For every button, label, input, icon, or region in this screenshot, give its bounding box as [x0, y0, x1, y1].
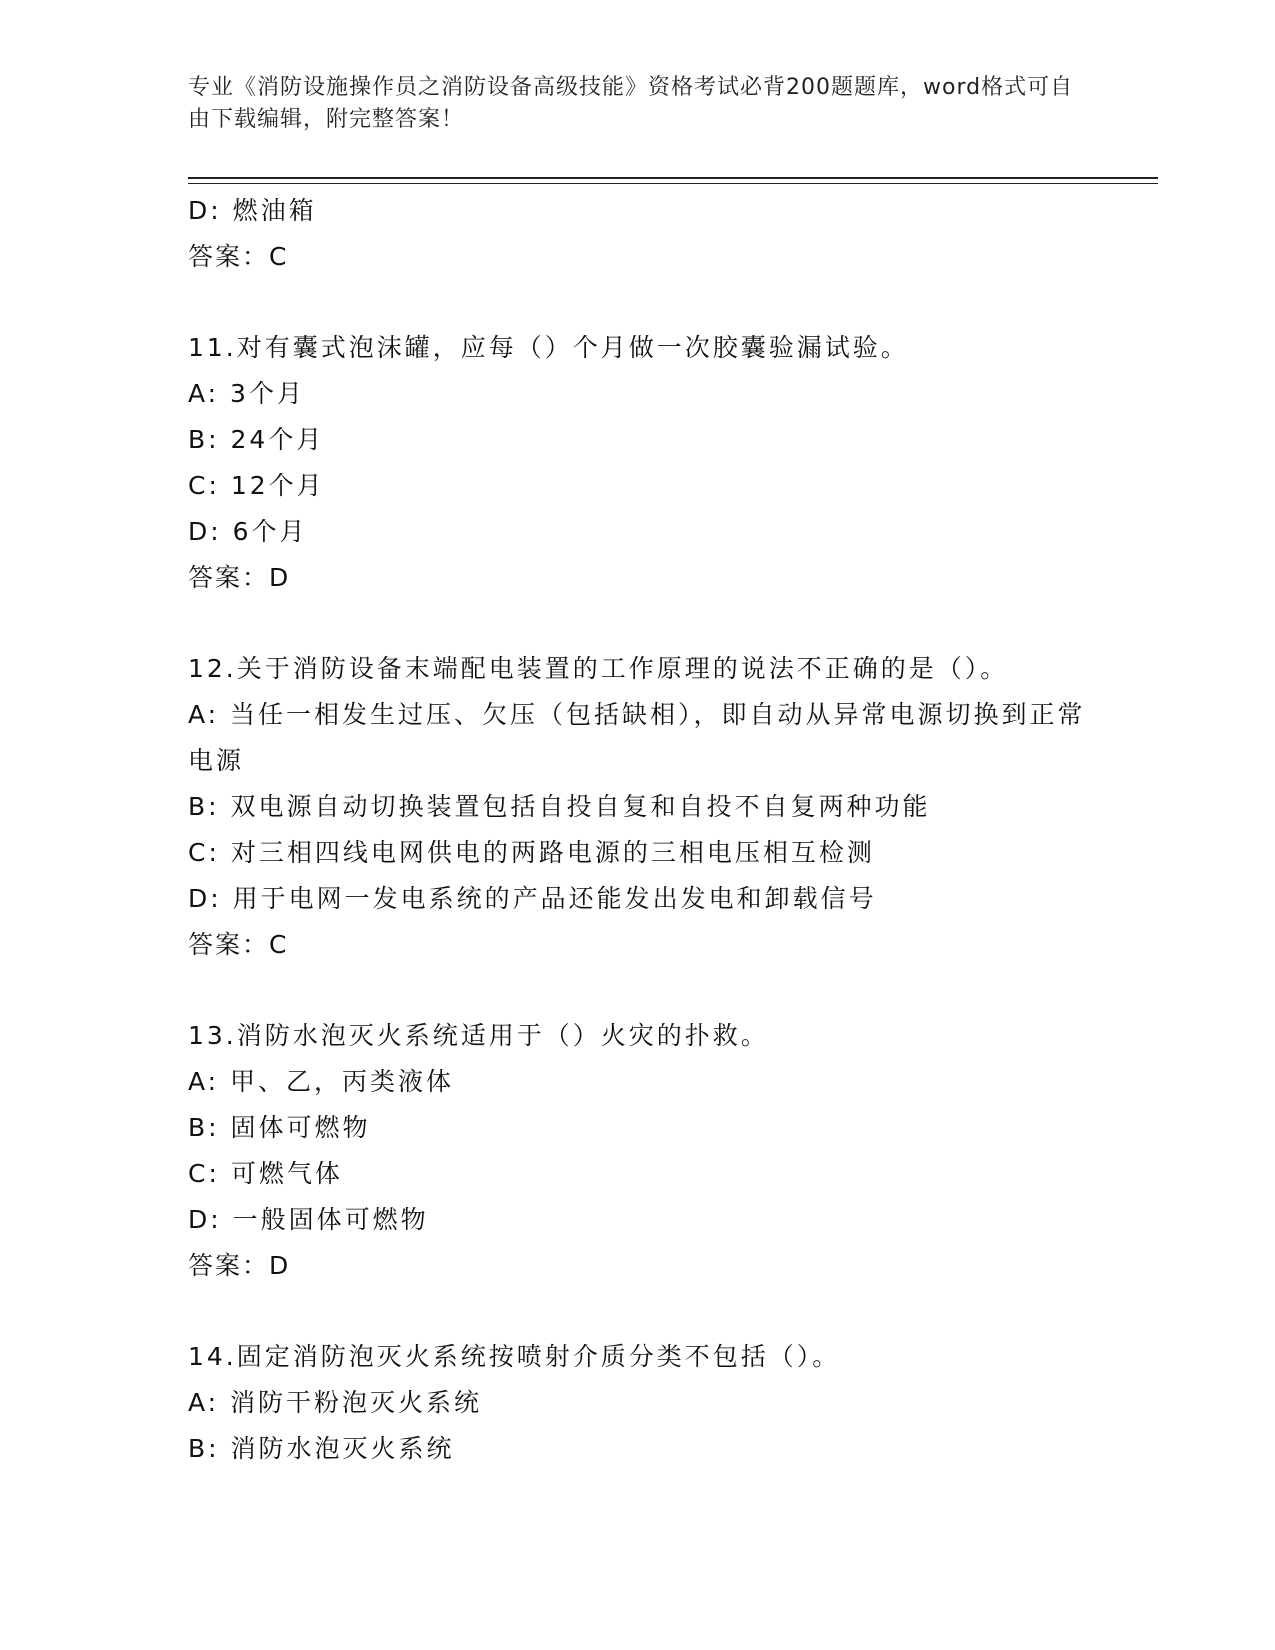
- option-d: D: 燃油箱: [188, 196, 317, 225]
- question-text: 12.关于消防设备末端配电装置的工作原理的说法不正确的是（）。: [188, 654, 1009, 683]
- option-b: B: 固体可燃物: [188, 1113, 371, 1142]
- question-text: 13.消防水泡灭火系统适用于（）火灾的扑救。: [188, 1021, 769, 1050]
- header-rule-thick: [188, 177, 1158, 179]
- header-title: 专业《消防设施操作员之消防设备高级技能》资格考试必背200题题库，word格式可自由下载编辑，附完整答案！: [188, 75, 1074, 132]
- question-13: [188, 1013, 1088, 1289]
- question-text: 11.对有囊式泡沫罐，应每（）个月做一次胶囊验漏试验。: [188, 333, 909, 362]
- option-b: B: 双电源自动切换装置包括自投自复和自投不自复两种功能: [188, 792, 931, 821]
- question-11: [188, 325, 1088, 601]
- answer-line: 答案：C: [188, 242, 289, 271]
- option-c: C: 可燃气体: [188, 1159, 343, 1188]
- option-a: A: 消防干粉泡灭火系统: [188, 1388, 483, 1417]
- option-a: A: 甲、乙，丙类液体: [188, 1067, 455, 1096]
- option-a: A: 3个月: [188, 379, 305, 408]
- option-c: C: 对三相四线电网供电的两路电源的三相电压相互检测: [188, 838, 875, 867]
- answer-line: 答案：D: [188, 1251, 291, 1280]
- answer-line: 答案：C: [188, 930, 289, 959]
- option-c: C: 12个月: [188, 471, 325, 500]
- question-10-tail: [188, 188, 1088, 280]
- answer-line: 答案：D: [188, 563, 291, 592]
- question-12: [188, 646, 1088, 968]
- option-b: B: 24个月: [188, 425, 325, 454]
- option-b: B: 消防水泡灭火系统: [188, 1434, 455, 1463]
- option-d: D: 6个月: [188, 517, 308, 546]
- document-header: [188, 72, 1088, 136]
- question-14: [188, 1334, 1088, 1472]
- question-text: 14.固定消防泡灭火系统按喷射介质分类不包括（）。: [188, 1342, 841, 1371]
- option-a: A: 当任一相发生过压、欠压（包括缺相），即自动从异常电源切换到正常电源: [188, 700, 1086, 775]
- question-content: [188, 188, 1088, 1472]
- option-d: D: 一般固体可燃物: [188, 1205, 429, 1234]
- header-rule-thin: [188, 183, 1158, 184]
- option-d: D: 用于电网一发电系统的产品还能发出发电和卸载信号: [188, 884, 877, 913]
